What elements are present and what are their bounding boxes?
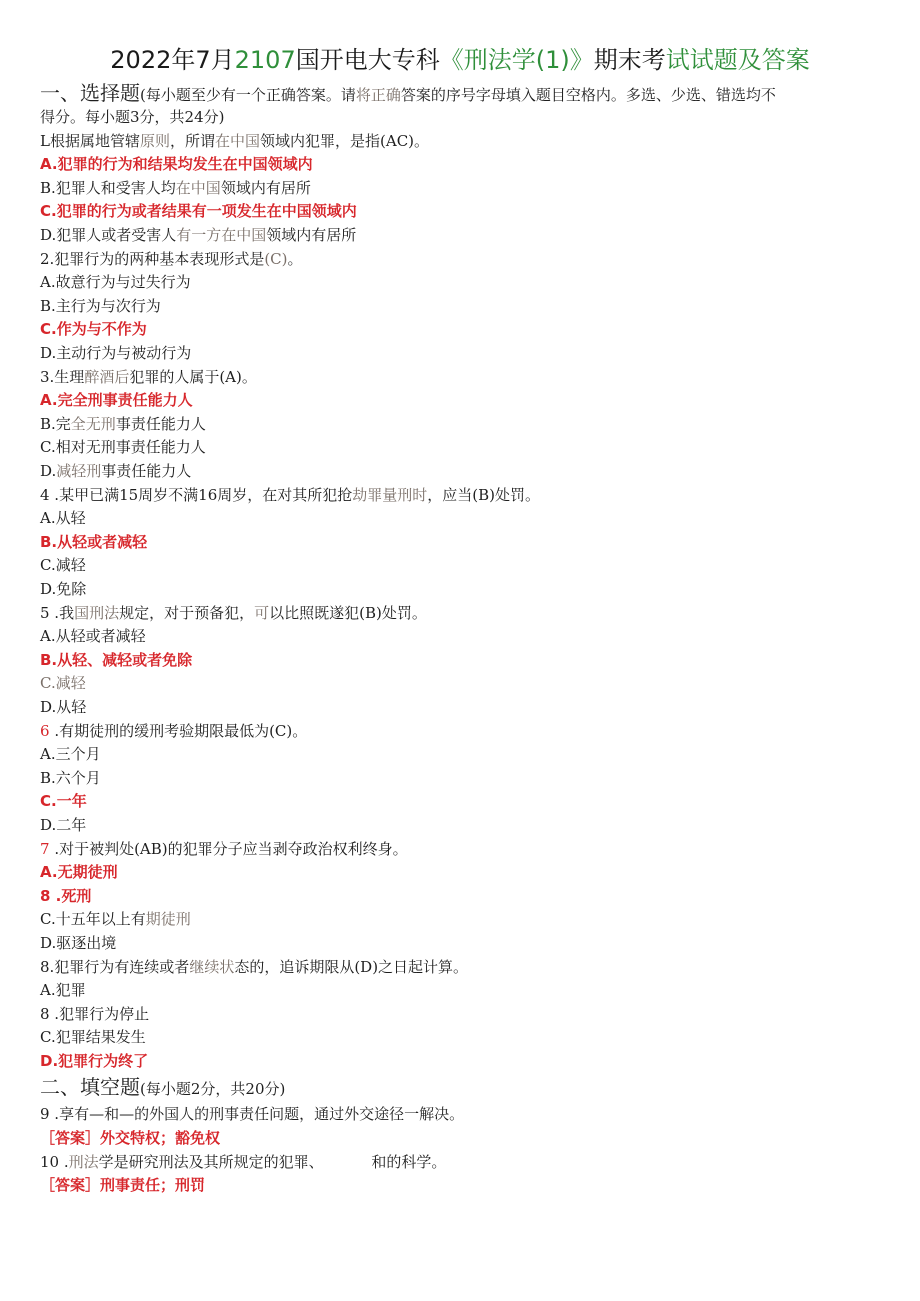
- question-8-option-b: 8 .犯罪行为停止: [40, 1005, 150, 1023]
- question-9-answer: ［答案］外交特权；豁免权: [40, 1129, 221, 1147]
- question-9-stem: 9 .享有—和—的外国人的刑事责任问题，通过外交途径一解决。: [40, 1105, 465, 1123]
- question-7-option-c: C.十五年以上有期徒刑: [40, 910, 191, 928]
- question-6-stem: 6 .有期徒刑的缓刑考验期限最低为(C)。: [40, 722, 308, 740]
- section-heading-choice: 一、选择题(每小题至少有一个正确答案。请将正确答案的序号字母填入题目空格内。多选、少选、错选均不: [40, 81, 776, 105]
- question-2-stem: 2.犯罪行为的两种基本表现形式是(C)。: [40, 250, 303, 268]
- question-1-stem: L根据属地管辖原则，所谓在中国领域内犯罪，是指(AC)。: [40, 132, 430, 150]
- question-8-stem: 8.犯罪行为有连续或者继续状态的，追诉期限从(D)之日起计算。: [40, 958, 469, 976]
- question-2-option-c: C.作为与不作为: [40, 320, 147, 338]
- question-5-option-c: C.减轻: [40, 674, 86, 692]
- question-2-option-a: A.故意行为与过失行为: [40, 273, 191, 291]
- question-3-option-a: A.完全刑事责任能力人: [40, 391, 193, 409]
- question-7-option-b: 8 .死刑: [40, 887, 92, 905]
- question-2-option-b: B.主行为与次行为: [40, 297, 161, 315]
- question-6-option-d: D.二年: [40, 816, 87, 834]
- question-2-option-d: D.主动行为与被动行为: [40, 344, 192, 362]
- question-8-option-d: D.犯罪行为终了: [40, 1052, 149, 1070]
- question-10-answer: ［答案］刑事责任；刑罚: [40, 1176, 206, 1194]
- section-heading-fill: 二、填空题(每小题2分，共20分): [40, 1075, 286, 1099]
- question-5-stem: 5 .我国刑法规定，对于预备犯，可以比照既遂犯(B)处罚。: [40, 604, 427, 622]
- question-7-option-d: D.驱逐出境: [40, 934, 117, 952]
- question-4-option-a: A.从轻: [40, 509, 86, 527]
- question-6-option-b: B.六个月: [40, 769, 101, 787]
- question-4-option-d: D.免除: [40, 580, 87, 598]
- document-title: 2022年7月2107国开电大专科《刑法学(1)》期末考试试题及答案: [110, 46, 810, 74]
- question-1-option-c: C.犯罪的行为或者结果有一项发生在中国领域内: [40, 202, 357, 220]
- question-5-option-b: B.从轻、减轻或者免除: [40, 651, 193, 669]
- question-4-option-c: C.减轻: [40, 556, 86, 574]
- question-1-option-d: D.犯罪人或者受害人有一方在中国领域内有居所: [40, 226, 357, 244]
- question-7-option-a: A.无期徒刑: [40, 863, 118, 881]
- question-4-option-b: B.从轻或者减轻: [40, 533, 148, 551]
- question-3-stem: 3.生理醉酒后犯罪的人属于(A)。: [40, 368, 257, 386]
- question-3-option-c: C.相对无刑事责任能力人: [40, 438, 206, 456]
- question-1-option-a: A.犯罪的行为和结果均发生在中国领域内: [40, 155, 313, 173]
- question-5-option-a: A.从轻或者减轻: [40, 627, 146, 645]
- question-1-option-b: B.犯罪人和受害人均在中国领域内有居所: [40, 179, 311, 197]
- question-10-stem: 10 .刑法学是研究刑法及其所规定的犯罪、 和的科学。: [40, 1153, 447, 1171]
- question-6-option-a: A.三个月: [40, 745, 101, 763]
- question-8-option-c: C.犯罪结果发生: [40, 1028, 146, 1046]
- question-5-option-d: D.从轻: [40, 698, 87, 716]
- question-4-stem: 4 .某甲已满15周岁不满16周岁，在对其所犯抢劫罪量刑时，应当(B)处罚。: [40, 486, 541, 504]
- question-3-option-b: B.完全无刑事责任能力人: [40, 415, 206, 433]
- question-8-option-a: A.犯罪: [40, 981, 86, 999]
- question-7-stem: 7 .对于被判处(AB)的犯罪分子应当剥夺政治权利终身。: [40, 840, 408, 858]
- section-note-line2: 得分。每小题3分，共24分): [40, 108, 225, 126]
- question-6-option-c: C.一年: [40, 792, 87, 810]
- question-3-option-d: D.减轻刑事责任能力人: [40, 462, 192, 480]
